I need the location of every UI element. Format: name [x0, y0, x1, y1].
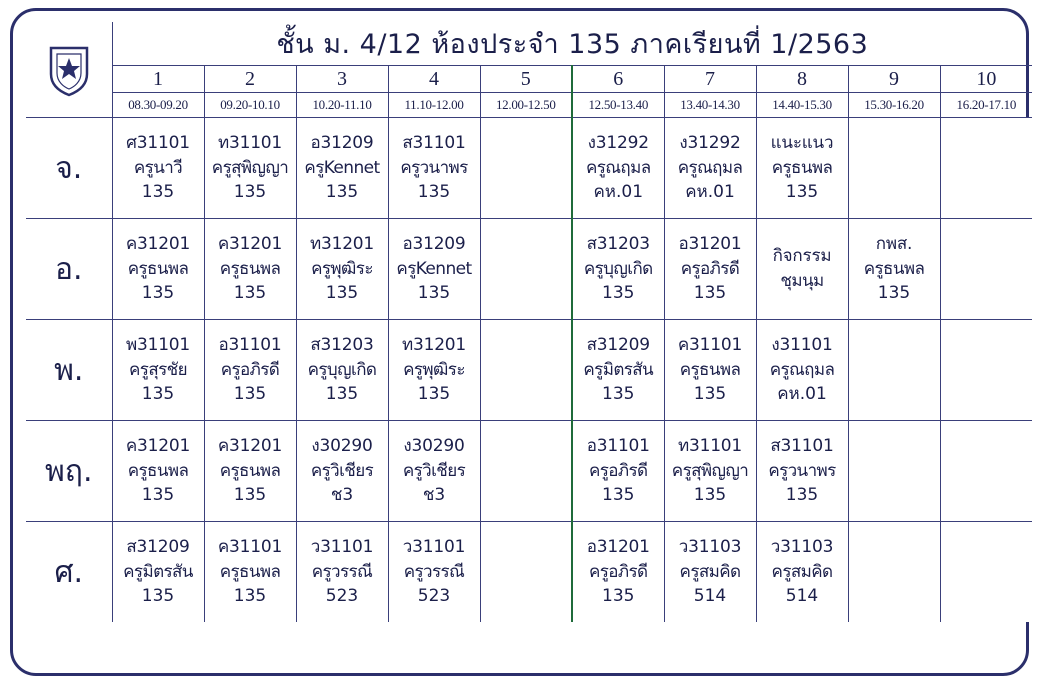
class-slot [848, 219, 940, 320]
slot-room: 135 [417, 182, 451, 203]
class-slot [756, 522, 848, 623]
slot-teacher: ครูสมคิด [679, 561, 741, 582]
period-time: 12.50-13.40 [572, 93, 664, 118]
empty-slot [480, 522, 572, 623]
class-slot [296, 219, 388, 320]
slot-room: 135 [325, 283, 359, 304]
class-slot [756, 219, 848, 320]
slot-room: 135 [693, 384, 727, 405]
class-slot [756, 421, 848, 522]
period-number: 9 [848, 66, 940, 93]
slot-code: ส31203 [586, 234, 650, 255]
title-row [26, 22, 1032, 66]
slot-teacher: ครูสุพิญญา [211, 157, 289, 178]
slot-room: 135 [877, 283, 911, 304]
class-slot [112, 118, 204, 219]
day-label: พ. [26, 320, 112, 421]
empty-slot [940, 522, 1032, 623]
class-slot [572, 320, 664, 421]
slot-code: ง31292 [587, 133, 649, 154]
slot-teacher: ครูวิเชียร [310, 460, 374, 481]
period-number: 10 [940, 66, 1032, 93]
period-time: 14.40-15.30 [756, 93, 848, 118]
class-slot [388, 320, 480, 421]
empty-slot [940, 320, 1032, 421]
class-slot [204, 320, 296, 421]
slot-teacher: ครูสุพิญญา [671, 460, 749, 481]
class-slot [664, 522, 756, 623]
slot-teacher: ครูอภิรดี [589, 460, 648, 481]
slot-teacher: ครูธนพล [219, 460, 281, 481]
period-number: 7 [664, 66, 756, 93]
class-slot [112, 320, 204, 421]
slot-room: 514 [693, 586, 727, 607]
slot-room: 135 [417, 283, 451, 304]
period-time: 11.10-12.00 [388, 93, 480, 118]
slot-teacher: ครูนาวี [133, 157, 183, 178]
day-label: พฤ. [26, 421, 112, 522]
slot-code: ส31101 [770, 436, 834, 457]
slot-room: 135 [602, 485, 635, 506]
slot-room: 135 [233, 283, 267, 304]
slot-room: 135 [785, 182, 819, 203]
slot-code: อ31101 [218, 335, 282, 356]
empty-slot [940, 118, 1032, 219]
slot-teacher: ครูสุรชัย [129, 359, 187, 380]
slot-code: ส31203 [310, 335, 374, 356]
empty-slot [848, 522, 940, 623]
slot-room: 135 [141, 283, 175, 304]
slot-teacher: ครูธนพล [219, 258, 281, 279]
table-row [26, 219, 1032, 320]
period-time: 15.30-16.20 [848, 93, 940, 118]
timetable-container [14, 12, 1025, 672]
period-number-row [26, 66, 1032, 93]
slot-code: ศ31101 [126, 133, 190, 154]
slot-room: 514 [785, 586, 819, 607]
slot-room: 135 [417, 384, 451, 405]
class-slot [664, 219, 756, 320]
slot-teacher: ครูธนพล [127, 460, 189, 481]
empty-slot [848, 118, 940, 219]
slot-room: ช3 [422, 485, 446, 506]
slot-code: กพส. [875, 234, 913, 255]
slot-room: 135 [141, 485, 175, 506]
slot-room: 135 [233, 586, 267, 607]
period-number: 2 [204, 66, 296, 93]
slot-code: อ31201 [678, 234, 742, 255]
slot-room: คห.01 [593, 182, 644, 203]
empty-slot [480, 118, 572, 219]
class-slot [296, 118, 388, 219]
slot-code: ท31101 [677, 436, 743, 457]
empty-slot [848, 320, 940, 421]
slot-code: ง30290 [403, 436, 465, 457]
period-time: 13.40-14.30 [664, 93, 756, 118]
day-label: อ. [26, 219, 112, 320]
table-row [26, 118, 1032, 219]
slot-teacher: ครูวรรณี [403, 561, 465, 582]
slot-room: 135 [325, 182, 359, 203]
slot-teacher: ครูอภิรดี [589, 561, 648, 582]
slot-room: 135 [785, 485, 819, 506]
slot-room: 135 [233, 485, 267, 506]
slot-room: 135 [602, 586, 635, 607]
class-slot [204, 421, 296, 522]
slot-teacher: ครูบุญเกิด [583, 258, 653, 279]
slot-teacher: ครูณฤมล [769, 359, 835, 380]
empty-slot [940, 219, 1032, 320]
class-slot [388, 421, 480, 522]
period-number: 3 [296, 66, 388, 93]
slot-teacher: ครูมิตรสัน [123, 561, 193, 582]
empty-slot [480, 320, 572, 421]
class-slot [664, 320, 756, 421]
slot-room: 135 [141, 586, 175, 607]
class-slot [388, 522, 480, 623]
slot-teacher: ครูวนาพร [400, 157, 468, 178]
slot-teacher: ครูพุฒิระ [311, 258, 373, 279]
class-slot [296, 522, 388, 623]
slot-teacher: ครูณฤมล [677, 157, 743, 178]
day-label: ศ. [26, 522, 112, 623]
slot-teacher: ครูธนพล [219, 561, 281, 582]
slot-code: ง31292 [679, 133, 741, 154]
slot-code: ง30290 [311, 436, 373, 457]
slot-room: 135 [141, 384, 175, 405]
period-time: 08.30-09.20 [112, 93, 204, 118]
slot-teacher: ครูพุฒิระ [403, 359, 465, 380]
class-slot [296, 320, 388, 421]
class-slot [664, 118, 756, 219]
slot-room: 523 [417, 586, 451, 607]
slot-teacher: ชุมนุม [780, 271, 824, 291]
slot-teacher: ครูวนาพร [768, 460, 836, 481]
slot-code: ท31201 [309, 234, 375, 255]
table-row [26, 320, 1032, 421]
slot-code: ว31103 [770, 537, 834, 558]
class-slot [388, 219, 480, 320]
slot-room: 135 [693, 283, 727, 304]
slot-code: ว31101 [310, 537, 374, 558]
slot-code: อ31101 [586, 436, 650, 457]
class-slot [112, 421, 204, 522]
slot-room: คห.01 [685, 182, 735, 203]
slot-room: 135 [233, 182, 267, 203]
slot-code: ค31201 [125, 436, 191, 457]
slot-room: 135 [602, 283, 635, 304]
class-slot [112, 522, 204, 623]
slot-room: ช3 [330, 485, 354, 506]
table-row [26, 522, 1032, 623]
slot-teacher: ครูสมคิด [771, 561, 833, 582]
empty-slot [940, 421, 1032, 522]
slot-room: 135 [233, 384, 267, 405]
class-slot [572, 522, 664, 623]
slot-code: ค31201 [217, 234, 283, 255]
empty-slot [848, 421, 940, 522]
slot-teacher: ครูธนพล [679, 359, 741, 380]
class-slot [756, 118, 848, 219]
period-time: 12.00-12.50 [480, 93, 572, 118]
period-number: 8 [756, 66, 848, 93]
class-slot [572, 421, 664, 522]
slot-room: 523 [325, 586, 359, 607]
slot-room: 135 [325, 384, 359, 405]
slot-room: 135 [141, 182, 175, 203]
slot-code: ค31201 [125, 234, 191, 255]
empty-slot [480, 421, 572, 522]
class-slot [204, 118, 296, 219]
timetable [26, 22, 1032, 622]
class-slot [112, 219, 204, 320]
period-number: 4 [388, 66, 480, 93]
empty-slot [480, 219, 572, 320]
slot-teacher: ครูKennet [304, 157, 380, 178]
slot-code: อ31209 [310, 133, 374, 154]
page-title: ชั้น ม. 4/12 ห้องประจำ 135 ภาคเรียนที่ 1/2563 [112, 22, 1032, 66]
period-time: 10.20-11.10 [296, 93, 388, 118]
slot-teacher: ครูบุญเกิด [307, 359, 377, 380]
slot-room: คห.01 [777, 384, 827, 405]
slot-code: แนะแนว [770, 133, 834, 154]
slot-teacher: ครูณฤมล [585, 157, 651, 178]
slot-code: ท31101 [217, 133, 283, 154]
slot-code: อ31201 [586, 537, 650, 558]
class-slot [388, 118, 480, 219]
slot-code: ว31103 [678, 537, 742, 558]
slot-teacher: ครูKennet [396, 258, 472, 279]
slot-code: อ31209 [402, 234, 466, 255]
slot-room: 135 [602, 384, 635, 405]
class-slot [204, 219, 296, 320]
period-time: 09.20-10.10 [204, 93, 296, 118]
slot-code: พ31101 [125, 335, 191, 356]
slot-code: ค31201 [217, 436, 283, 457]
class-slot [664, 421, 756, 522]
school-crest-icon [47, 44, 91, 98]
class-slot [296, 421, 388, 522]
slot-teacher: ครูวรรณี [311, 561, 373, 582]
table-row [26, 421, 1032, 522]
day-label: จ. [26, 118, 112, 219]
slot-teacher: ครูอภิรดี [680, 258, 740, 279]
class-slot [204, 522, 296, 623]
slot-code: ง31101 [771, 335, 833, 356]
slot-teacher: ครูอภิรดี [220, 359, 280, 380]
slot-teacher: ครูวิเชียร [402, 460, 466, 481]
period-number: 5 [480, 66, 572, 93]
slot-teacher: ครูมิตรสัน [583, 359, 654, 380]
slot-code: ค31101 [217, 537, 283, 558]
class-slot [756, 320, 848, 421]
slot-teacher: ครูธนพล [863, 258, 925, 279]
period-time: 16.20-17.10 [940, 93, 1032, 118]
slot-code: กิจกรรม [772, 246, 832, 267]
slot-teacher: ครูธนพล [127, 258, 189, 279]
period-number: 6 [572, 66, 664, 93]
class-slot [572, 219, 664, 320]
slot-code: ค31101 [677, 335, 743, 356]
slot-code: ส31101 [402, 133, 466, 154]
school-crest [26, 22, 112, 118]
slot-teacher: ครูธนพล [771, 157, 833, 178]
class-slot [572, 118, 664, 219]
slot-code: ส31209 [586, 335, 650, 356]
period-number: 1 [112, 66, 204, 93]
period-time-row [26, 93, 1032, 118]
slot-room: 135 [693, 485, 727, 506]
slot-code: ว31101 [402, 537, 466, 558]
slot-code: ท31201 [401, 335, 467, 356]
slot-code: ส31209 [126, 537, 190, 558]
